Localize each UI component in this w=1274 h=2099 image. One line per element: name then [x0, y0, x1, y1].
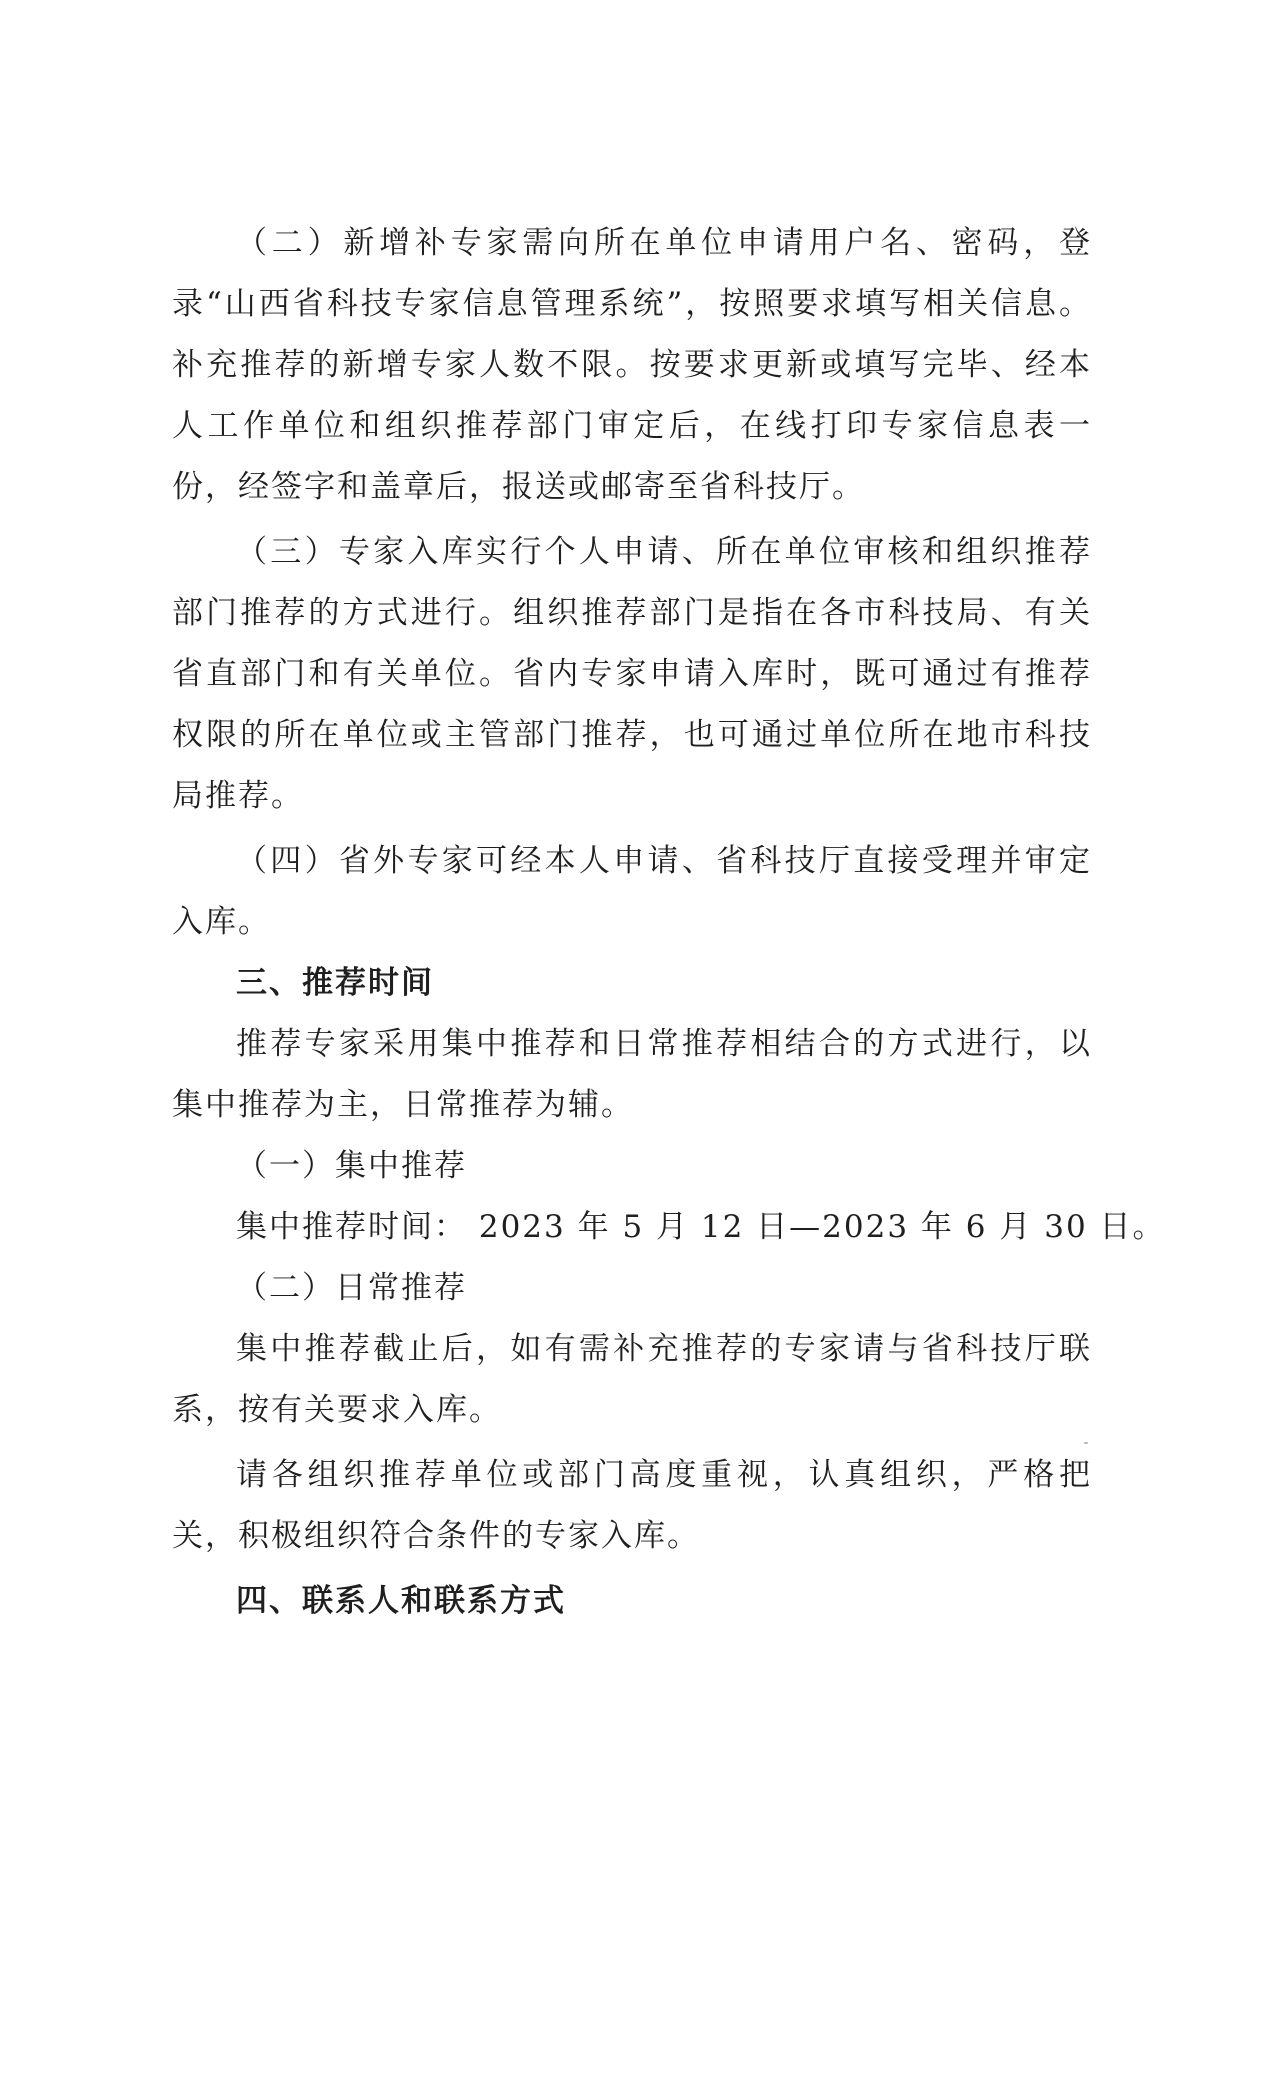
paragraph-out-of-province-experts: （四）省外专家可经本人申请、省科技厅直接受理并审定入库。 — [172, 843, 1092, 940]
paragraph-centralized-period: 集中推荐时间： 2023 年 5 月 12 日—2023 年 6 月 30 日。 — [236, 1209, 1166, 1245]
document-body — [172, 213, 1166, 1632]
paragraph-new-expert-registration: （二）新增补专家需向所在单位申请用户名、密码，登录“山西省科技专家信息管理系统”，按照要求填写相关信息。补充推荐的新增专家人数不限。按要求更新或填写完毕、经本人工作单位和组织推荐部门审定后，在线打印专家信息表一份，经签字和盖章后，报送或邮寄至省科技厅。 — [172, 225, 1092, 505]
subheading-daily-recommendation: （二）日常推荐 — [236, 1270, 467, 1306]
section-heading-contact: 四、联系人和联系方式 — [236, 1583, 566, 1619]
section-heading-recommendation-time: 三、推荐时间 — [236, 965, 434, 1001]
scan-dust-mark — [1084, 1442, 1088, 1444]
paragraph-expert-admission-method: （三）专家入库实行个人申请、所在单位审核和组织推荐部门推荐的方式进行。组织推荐部门是指在各市科技局、有关省直部门和有关单位。省内专家申请入库时，既可通过有推荐权限的所在单位或主管部门推荐，也可通过单位所在地市科技局推荐。 — [172, 534, 1092, 814]
subheading-centralized-recommendation: （一）集中推荐 — [236, 1148, 467, 1184]
paragraph-closing-request: 请各组织推荐单位或部门高度重视，认真组织，严格把关，积极组织符合条件的专家入库。 — [172, 1457, 1092, 1554]
paragraph-recommendation-approach: 推荐专家采用集中推荐和日常推荐相结合的方式进行，以集中推荐为主，日常推荐为辅。 — [172, 1026, 1092, 1123]
paragraph-daily-recommendation: 集中推荐截止后，如有需补充推荐的专家请与省科技厅联系，按有关要求入库。 — [172, 1331, 1092, 1428]
